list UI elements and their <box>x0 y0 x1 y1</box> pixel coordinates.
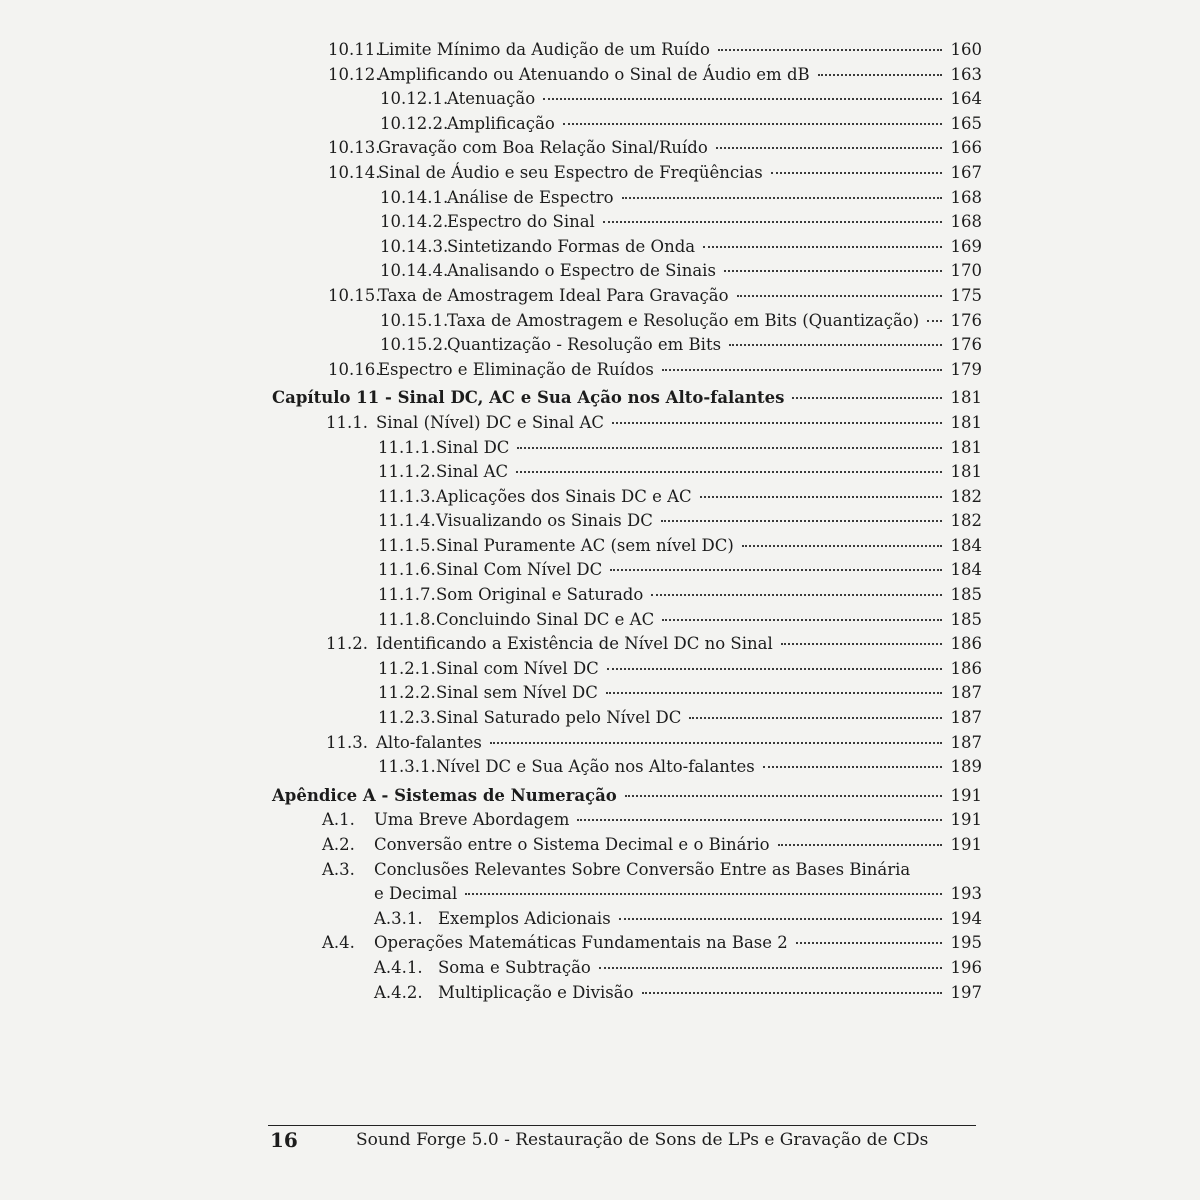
toc-entry <box>0 259 982 284</box>
dot-leader <box>599 967 942 969</box>
toc-entry-number: 11.1. <box>326 412 368 432</box>
dot-leader <box>724 270 942 272</box>
table-of-contents <box>0 38 1200 1005</box>
toc-entry-number: 11.1.1. <box>378 437 436 457</box>
dot-leader <box>689 717 942 719</box>
toc-page-number: 181 <box>950 462 982 482</box>
toc-entry-title: Apêndice A - Sistemas de Numeração <box>272 785 617 805</box>
toc-entry <box>0 333 982 358</box>
toc-entry-title: Quantização - Resolução em Bits <box>447 335 722 355</box>
toc-entry-number: A.1. <box>322 810 355 830</box>
toc-entry-number: A.2. <box>322 835 355 854</box>
dot-leader <box>718 49 942 51</box>
toc-page-number: 170 <box>950 261 982 281</box>
toc-entry-number: 11.1.7. <box>378 585 436 605</box>
toc-entry <box>0 235 982 260</box>
toc-page-number: 160 <box>950 40 982 59</box>
toc-entry <box>0 755 982 780</box>
dot-leader <box>662 619 942 621</box>
dot-leader <box>490 742 942 744</box>
toc-entry-title: Amplificando ou Atenuando o Sinal de Áudio em dB <box>378 64 810 84</box>
toc-entry-number: 10.12. <box>328 64 381 84</box>
toc-entry-title: Concluindo Sinal DC e AC <box>436 609 655 629</box>
toc-page-number: 181 <box>950 412 982 432</box>
toc-page-number: 163 <box>950 64 982 84</box>
toc-entry-number: 10.14.2. <box>380 212 449 232</box>
dot-leader <box>729 344 942 346</box>
toc-entry-number: A.3.1. <box>374 908 423 928</box>
dot-leader <box>516 471 942 473</box>
toc-entry <box>0 358 982 383</box>
dot-leader <box>465 893 942 895</box>
toc-entry-title: Limite Mínimo da Audição de um Ruído <box>378 40 710 59</box>
toc-entry-title: Sinal de Áudio e seu Espectro de Freqüências <box>378 162 763 182</box>
toc-entry-number: 10.15.1. <box>380 310 449 330</box>
dot-leader <box>517 447 942 449</box>
toc-page-number: 185 <box>950 585 982 605</box>
toc-entry-number: 11.2.1. <box>378 658 436 678</box>
dot-leader <box>781 643 942 645</box>
toc-page-number: 187 <box>950 708 982 728</box>
toc-entry <box>0 558 982 583</box>
toc-entry-title: Capítulo 11 - Sinal DC, AC e Sua Ação nos Alto-falantes <box>272 388 785 408</box>
toc-page-number: 196 <box>950 957 982 977</box>
toc-entry-title: Aplicações dos Sinais DC e AC <box>436 486 692 506</box>
toc-chapter-heading <box>0 386 982 411</box>
toc-entry-title: Sinal Puramente AC (sem nível DC) <box>436 535 734 555</box>
dot-leader <box>737 295 942 297</box>
dot-leader <box>742 545 942 547</box>
toc-entry-number: 10.16. <box>328 359 381 379</box>
toc-entry-title: Taxa de Amostragem Ideal Para Gravação <box>378 285 729 305</box>
dot-leader <box>563 123 942 125</box>
dot-leader <box>763 766 942 768</box>
toc-entry-number: 10.13. <box>328 138 381 158</box>
toc-page-number: 167 <box>950 162 982 182</box>
toc-entry-title: Sinal Saturado pelo Nível DC <box>436 708 682 728</box>
toc-page-number: 186 <box>950 658 982 678</box>
toc-entry <box>0 956 982 981</box>
toc-entry-title: Nível DC e Sua Ação nos Alto-falantes <box>436 757 755 777</box>
toc-entry-number: 11.2.2. <box>378 683 436 703</box>
toc-entry-title: Espectro e Eliminação de Ruídos <box>378 359 654 379</box>
toc-entry <box>0 632 982 657</box>
toc-page-number: 191 <box>950 835 982 854</box>
toc-entry <box>0 583 982 608</box>
toc-entry <box>0 981 982 1006</box>
toc-entry-title: Taxa de Amostragem e Resolução em Bits (Quantização) <box>447 310 920 330</box>
toc-entry <box>0 485 982 510</box>
toc-page-number: 181 <box>950 437 982 457</box>
toc-page-number: 191 <box>950 810 982 830</box>
toc-page-number: 166 <box>950 138 982 158</box>
toc-entry <box>0 657 982 682</box>
toc-entry-number: A.4. <box>322 933 355 953</box>
toc-entry-title: Alto-falantes <box>376 732 482 752</box>
toc-page-number: 191 <box>950 785 982 805</box>
toc-entry-title: Sinal com Nível DC <box>436 658 599 678</box>
dot-leader <box>610 569 942 571</box>
toc-entry-title: Sintetizando Formas de Onda <box>447 236 696 256</box>
dot-leader <box>927 320 942 322</box>
dot-leader <box>792 397 942 399</box>
toc-entry-title: Identificando a Existência de Nível DC no Sinal <box>376 634 773 654</box>
toc-entry-number: 11.1.2. <box>378 462 436 482</box>
toc-entry-number: A.4.2. <box>374 982 423 1002</box>
toc-page-number: 197 <box>950 982 982 1002</box>
toc-entry-title: Analisando o Espectro de Sinais <box>447 261 716 281</box>
toc-entry <box>0 87 982 112</box>
toc-entry-number: 11.1.8. <box>378 609 436 629</box>
dot-leader <box>700 496 942 498</box>
toc-page-number: 194 <box>950 908 982 928</box>
toc-entry <box>0 161 982 186</box>
dot-leader <box>716 147 942 149</box>
toc-entry-number: 11.2.3. <box>378 708 436 728</box>
toc-entry-number: 10.14. <box>328 162 381 182</box>
dot-leader <box>662 369 942 371</box>
toc-entry-number: 11.1.3. <box>378 486 436 506</box>
toc-entry-number: A.3. <box>322 859 355 879</box>
dot-leader <box>619 918 942 920</box>
toc-entry <box>0 706 982 731</box>
toc-page-number: 193 <box>950 884 982 904</box>
toc-entry <box>0 309 982 334</box>
dot-leader <box>612 422 942 424</box>
toc-page-number: 168 <box>950 187 982 207</box>
toc-page-number: 189 <box>950 757 982 777</box>
dot-leader <box>796 942 942 944</box>
dot-leader <box>625 795 942 797</box>
toc-page-number: 187 <box>950 683 982 703</box>
toc-entry-title: Conclusões Relevantes Sobre Conversão Entre as Bases Binária <box>374 859 911 879</box>
dot-leader <box>703 246 942 248</box>
toc-entry-number: 11.3. <box>326 732 368 752</box>
toc-page-number: 168 <box>950 212 982 232</box>
toc-entry <box>0 186 982 211</box>
toc-entry-number: 11.3.1. <box>378 757 436 777</box>
toc-page-number: 195 <box>950 933 982 953</box>
dot-leader <box>661 520 942 522</box>
toc-page-number: 176 <box>950 310 982 330</box>
toc-page-number: 182 <box>950 486 982 506</box>
toc-entry-title: Gravação com Boa Relação Sinal/Ruído <box>378 138 708 158</box>
toc-entry-number: 10.14.3. <box>380 236 449 256</box>
toc-entry <box>0 509 982 534</box>
dot-leader <box>642 992 942 994</box>
toc-entry <box>0 681 982 706</box>
toc-entry-number: 10.12.2. <box>380 113 449 133</box>
toc-entry-title: Multiplicação e Divisão <box>438 982 634 1002</box>
toc-entry-title: e Decimal <box>374 884 458 904</box>
toc-entry-number: A.4.1. <box>374 957 423 977</box>
toc-page-number: 181 <box>950 388 982 408</box>
toc-entry-title: Sinal DC <box>436 437 510 457</box>
toc-entry <box>0 136 982 161</box>
toc-entry-title: Soma e Subtração <box>438 957 591 977</box>
dot-leader <box>577 819 942 821</box>
toc-page-number: 185 <box>950 609 982 629</box>
toc-entry-title: Uma Breve Abordagem <box>374 810 570 830</box>
toc-page-number: 164 <box>950 89 982 109</box>
toc-entry <box>0 731 982 756</box>
toc-entry <box>0 38 982 63</box>
toc-entry-title: Atenuação <box>447 89 536 109</box>
toc-entry <box>0 411 982 436</box>
dot-leader <box>543 98 942 100</box>
dot-leader <box>622 197 942 199</box>
dot-leader <box>606 692 942 694</box>
toc-entry <box>0 907 982 932</box>
dot-leader <box>607 668 942 670</box>
dot-leader <box>651 594 942 596</box>
footer-rule <box>268 1125 976 1126</box>
toc-entry-title: Operações Matemáticas Fundamentais na Base 2 <box>374 933 788 953</box>
toc-entry-number: 10.15.2. <box>380 335 449 355</box>
toc-entry-number: 10.15. <box>328 285 381 305</box>
toc-entry-title: Som Original e Saturado <box>436 585 644 605</box>
toc-entry-number: 11.1.4. <box>378 511 436 531</box>
toc-entry-title: Conversão entre o Sistema Decimal e o Binário <box>374 835 770 854</box>
toc-entry <box>0 460 982 485</box>
toc-entry-number: 11.1.5. <box>378 535 436 555</box>
toc-entry-title: Exemplos Adicionais <box>438 908 611 928</box>
toc-entry-title: Amplificação <box>447 113 555 133</box>
dot-leader <box>778 844 942 846</box>
toc-entry <box>0 112 982 137</box>
toc-entry-title: Visualizando os Sinais DC <box>436 511 653 531</box>
toc-entry <box>0 436 982 461</box>
toc-entry-title: Sinal (Nível) DC e Sinal AC <box>376 412 604 432</box>
toc-page-number: 184 <box>950 535 982 555</box>
toc-entry-number: 11.2. <box>326 634 368 654</box>
toc-entry <box>0 284 982 309</box>
toc-entry-number: 10.11. <box>328 40 381 59</box>
toc-entry-number: 10.14.1. <box>380 187 449 207</box>
toc-entry <box>0 858 982 883</box>
toc-page-number: 165 <box>950 113 982 133</box>
toc-entry-title: Espectro do Sinal <box>447 212 595 232</box>
toc-page-number: 176 <box>950 335 982 355</box>
toc-entry <box>0 808 982 833</box>
toc-chapter-heading <box>0 784 982 809</box>
toc-entry <box>0 534 982 559</box>
toc-page-number: 169 <box>950 236 982 256</box>
dot-leader <box>818 74 942 76</box>
toc-page-number: 184 <box>950 560 982 580</box>
toc-entry <box>0 608 982 633</box>
toc-page-number: 182 <box>950 511 982 531</box>
toc-entry-title: Análise de Espectro <box>447 187 614 207</box>
toc-entry-title: Sinal AC <box>436 462 509 482</box>
toc-entry-title: Sinal sem Nível DC <box>436 683 598 703</box>
toc-entry <box>0 63 982 88</box>
toc-page-number: 186 <box>950 634 982 654</box>
toc-entry-number: 10.14.4. <box>380 261 449 281</box>
toc-entry <box>0 833 982 858</box>
toc-entry <box>0 931 982 956</box>
footer-page-number: 16 <box>270 1128 298 1152</box>
toc-entry <box>0 210 982 235</box>
toc-entry-title: Sinal Com Nível DC <box>436 560 603 580</box>
toc-entry-number: 10.12.1. <box>380 89 449 109</box>
toc-entry <box>0 882 982 907</box>
toc-page-number: 179 <box>950 359 982 379</box>
dot-leader <box>771 172 942 174</box>
dot-leader <box>603 221 942 223</box>
footer-book-title: Sound Forge 5.0 - Restauração de Sons de LPs e Gravação de CDs <box>356 1130 929 1150</box>
toc-entry-number: 11.1.6. <box>378 560 436 580</box>
toc-page-number: 175 <box>950 285 982 305</box>
toc-page-number: 187 <box>950 732 982 752</box>
